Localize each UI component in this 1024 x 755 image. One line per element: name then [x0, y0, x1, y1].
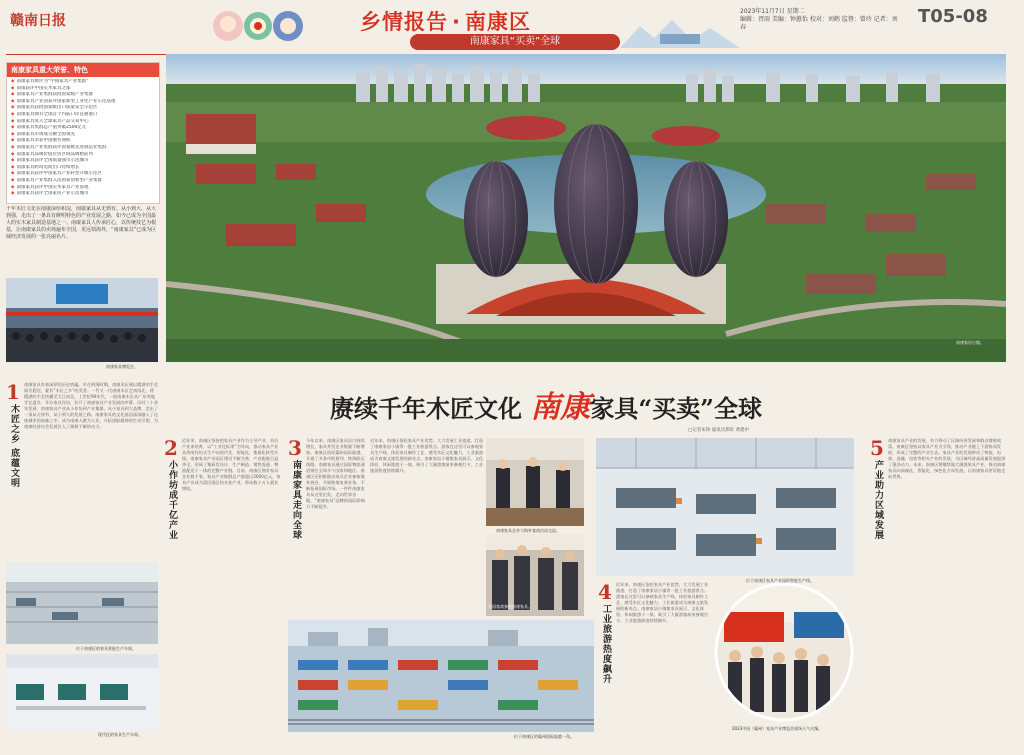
list-item: ◆ 南康家具获评中国家具产业转型升级示范区	[11, 171, 155, 178]
production-line-photo	[596, 438, 854, 576]
issue-meta	[740, 8, 900, 32]
production-line-caption: 位于南康区家具产业园的智能生产线。	[746, 578, 814, 583]
main-headline	[330, 382, 762, 426]
hero-aerial-photo	[166, 54, 1006, 362]
list-item: ◆ 南康家具集群总产值突破2500亿元	[11, 125, 155, 132]
list-item: ◆ 南康家具进入全球家具产品交易中心	[11, 119, 155, 126]
factory-photo	[6, 562, 158, 644]
section-3-title: 南康家具走向全球	[291, 460, 301, 540]
mountain-decoration	[620, 14, 740, 48]
byline: □记者朱铮 通讯员郑旺 黄建中	[688, 428, 750, 433]
lead-paragraph: 千年木匠文化在南康深厚积淀，南康家具从无到有、从小到大、从大到强，走出了一条具有鲜明特色的产业发展之路，如今已成为全国最大的实木家具制造基地之一。南康家具人传承匠心，以传统技艺为根基，让南康家具的卖场遍布全国，更远销海外，“南康家具”已成为区域经济发展的一张亮丽名片。	[6, 206, 157, 240]
kicker-banner: 南康家具“买卖”全球	[410, 34, 620, 50]
honors-list	[7, 79, 159, 198]
list-item: ◆ 南康家具获评中国实木家具产业基地	[11, 185, 155, 192]
section-1-body: 南康家具有着深厚的历史底蕴。早在明清时期，南康木匠便以精湛的手艺闻名遐迩，素有“木匠之乡”的美誉。一代又一代南康木匠走南闯北，将精湛的手艺传播至大江南北。上世纪90年代，一批南康木匠从广东等地学艺返乡，开办家具作坊，拉开了南康家具产业发展的序幕。历经三十余年发展，南康家具产业从小作坊到产业集群，从小家具到大品牌，走出了一条从无到有、从小到大的发展之路。南康家具的文化基因深深融入了这座城市的血脉之中，成为南康人敢为人先、开拓进取精神的生动写照，为南康经济社会发展注入了源源不断的动力。	[24, 382, 158, 429]
rail-port-photo	[288, 620, 594, 732]
list-item: ◆ 南康获评中国实木家具之都	[11, 86, 155, 93]
newspaper-logo: 赣南日报	[10, 13, 66, 29]
expo-crowd-caption: 2023中国（赣州）家具产业博览会现场人气火爆。	[732, 726, 823, 731]
section-3-number: 3	[288, 436, 302, 460]
list-item: ◆ 南康家具跨境电商出口持续增长	[11, 165, 155, 172]
section-2-number: 2	[164, 436, 178, 460]
list-item: ◆ 南康家具产业集群入选国家创新型产业集群	[11, 178, 155, 185]
section-4-title: 工业旅游热度飙升	[601, 604, 611, 684]
kicker-place: 南康区	[464, 10, 531, 34]
page-kicker	[360, 6, 531, 36]
section-3-body-cont: 近年来，南康区依托家具产业优势，大力发展工业旅游，打造了南康家居小镇等一批工业旅游景点。游客在这里可以参观家具生产线、体验家具制作工艺、感受木匠文化魅力，工业旅游成为南康文旅发展的新亮点。南康家居小镇集家具展示、文化体验、休闲旅游于一体，吸引了大量游客前来参观打卡，工业旅游热度持续飙升。	[370, 438, 484, 473]
kicker-main: 乡情报告	[360, 10, 448, 34]
list-item: ◆ 南康家具获批国家级出口质量安全示范区	[11, 105, 155, 112]
rail-port-caption: 位于南康区的赣州国际陆港一角。	[514, 734, 574, 739]
meeting-caption: 南康家具企业与海外客商洽谈交流。	[496, 528, 560, 533]
workshop-caption: 现代化的家具生产车间。	[98, 732, 142, 737]
section-2-body: 近年来，南康区坚持把家具产业作为主导产业、首位产业来培育，以“工业化标准”为导向，推动家具产业从传统作坊式生产向现代化、智能化、集群化转型升级。南康家具产业园区建设不断完善，产业配套日益齐全，形成了集研发设计、生产制造、销售流通、物流配送于一体的完整产业链。目前，南康区拥有家具企业数千家，家具产业集群总产值超过2000亿元，家具产业成为富民强区的支柱产业，带动数十万人就业增收。	[182, 438, 281, 491]
visitors-caption: 外国客商参观南康家具。	[488, 604, 532, 609]
workshop-photo	[6, 654, 158, 730]
list-item: ◆ 南康家具产业集群获评国家级先进制造业集群	[11, 145, 155, 152]
issue-date: 2023年11月7日 星期二	[740, 8, 805, 15]
section-1-number: 1	[6, 380, 20, 404]
expo-caption: 南康家具博览会。	[106, 364, 138, 369]
section-2-title: 小作坊成千亿产业	[167, 460, 177, 540]
expo-crowd-photo	[714, 582, 854, 722]
section-5-body: 南康家具产业的发展，有力带动了区域经济发展和群众增收致富。南康区坚持以家具产业为引领，推动产业链上下游协同发展，形成了完整的产业生态。家具产业的发展带动了物流、电商、金融、包装等相关产业的发展，为区域经济高质量发展提供了强劲动力。未来，南康区将继续做大做强家具产业，推动南康家具向高端化、智能化、绿色化方向发展，让南康家具更好地走向世界。	[888, 438, 1006, 479]
hero-caption: 南康家居小镇。	[956, 340, 984, 345]
list-item: ◆ 南康家具品牌价值位居区域品牌榜前列	[11, 152, 155, 159]
honors-title: 南康家具重大荣誉、特色	[7, 63, 159, 77]
section-3-body: 今年以来，南康区家具出口持续增长，家具外贸企业数量不断增加。南康区依托赣州国际陆港，开通了多条中欧班列、铁海联运线路，南康家具通过国际物流通道销往全球多个国家和地区。南康区还积极推动家具企业参加海外展会、开展跨境电商业务，不断拓展国际市场。一件件南康家具从这里出发，走向世界各地，“南康家具”品牌的国际影响力不断提升。	[306, 438, 365, 509]
expo-photo	[6, 278, 158, 362]
list-item: ◆ 南康家具产业集群获批国家级产业集群	[11, 92, 155, 99]
list-item: ◆ 南康家具被评为“中国家具产业集群”	[11, 79, 155, 86]
section-1-title: 木匠之乡 底蕴文明	[9, 404, 19, 489]
list-item: ◆ 南康家具获评全国质量强市示范城市	[11, 158, 155, 165]
list-item: ◆ 南康家具荣获中国驰名商标	[11, 138, 155, 145]
list-item: ◆ 南康家具拥有全国首个内陆口岸直通港口	[11, 112, 155, 119]
section-5-number: 5	[870, 436, 884, 460]
headline-nankang: 南康	[530, 390, 591, 425]
list-item: ◆ 南康家具获评全国家居产业示范城市	[11, 191, 155, 198]
headline-part3: 家具“买卖”全球	[590, 394, 762, 423]
section-5-title: 产业助力区域发展	[873, 460, 883, 540]
honors-box	[6, 62, 160, 204]
issue-editors: 编辑：胥雨 美编：钟蕙怡 校对：刘鹤 监督：曾玲 记者：刘春	[740, 16, 898, 31]
kicker-separator: ·	[452, 10, 461, 34]
section-4-body: 近年来，南康区依托家具产业优势，大力发展工业旅游，打造了南康家居小镇等一批工业旅游景点。游客在这里可以参观家具生产线、体验家具制作工艺、感受木匠文化魅力，工业旅游成为南康文旅发展的新亮点。南康家居小镇集家具展示、文化体验、休闲旅游于一体，吸引了大量游客前来参观打卡，工业旅游热度持续飙升。	[616, 582, 709, 623]
headline-part1: 赓续千年木匠文化	[330, 394, 522, 423]
section-4-number: 4	[598, 580, 612, 604]
mascot-illustration	[210, 4, 306, 48]
factory-caption: 位于南康区的家具智能生产车间。	[76, 646, 136, 651]
list-item: ◆ 南康家具产业园获评国家新型工业化产业示范基地	[11, 99, 155, 106]
list-item: ◆ 南康家具市场成交额全国领先	[11, 132, 155, 139]
meeting-photo	[486, 438, 584, 526]
page-number: T05-08	[918, 6, 988, 27]
